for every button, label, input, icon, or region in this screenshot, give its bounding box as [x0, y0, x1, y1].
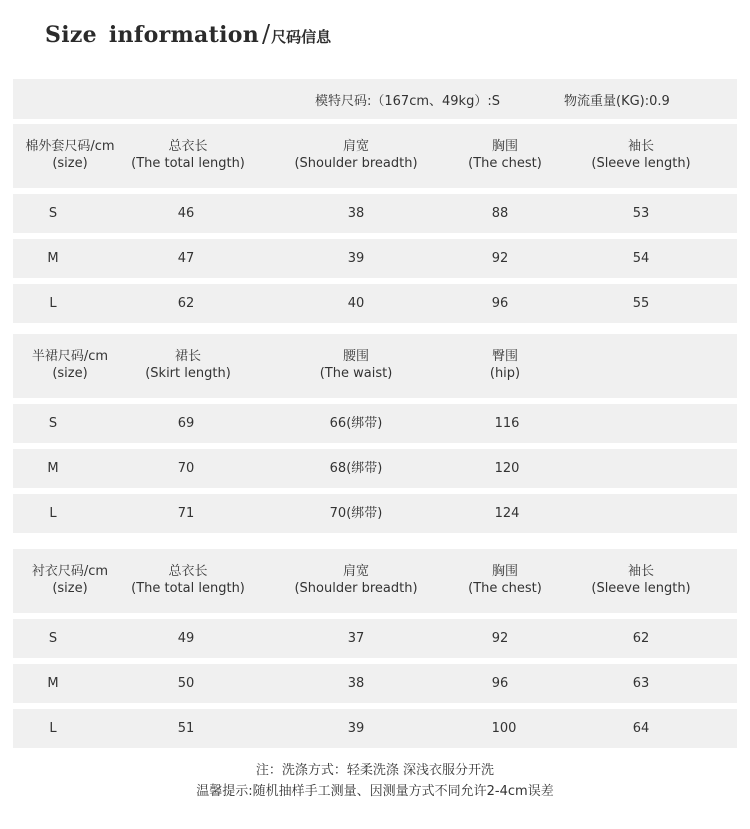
- coat-cell: 47: [177, 251, 195, 266]
- skirt-cell: 69: [177, 416, 195, 431]
- coat-cell: M: [47, 251, 59, 266]
- skirt-cell: 70: [177, 461, 195, 476]
- page-title: [45, 20, 331, 52]
- skirt-header-hip: 臀围 (hip): [489, 349, 521, 381]
- skirt-cell: L: [49, 506, 57, 521]
- skirt-cell: S: [48, 416, 58, 431]
- title-english: Size information: [45, 22, 259, 48]
- skirt-cell: 71: [177, 506, 195, 521]
- model-info: 模特尺码:（167cm、49kg）:S: [315, 94, 500, 109]
- shirt-header-shoulder: 肩宽 (Shoulder breadth): [294, 564, 418, 596]
- shirt-cell: 50: [177, 676, 195, 691]
- skirt-cell: 116: [494, 416, 520, 431]
- shirt-header-total-length: 总衣长 (The total length): [131, 564, 245, 596]
- coat-cell: 96: [491, 296, 509, 311]
- coat-cell: 39: [347, 251, 365, 266]
- coat-cell: 54: [632, 251, 650, 266]
- measurement-tip: 温馨提示:随机抽样手工测量、因测量方式不同允许2-4cm误差: [196, 784, 554, 799]
- logistics-weight: 物流重量(KG):0.9: [564, 94, 670, 109]
- coat-cell: 92: [491, 251, 509, 266]
- coat-header-total-length: 总衣长 (The total length): [131, 139, 245, 171]
- skirt-cell: 68(绑带): [329, 461, 383, 476]
- coat-cell: 46: [177, 206, 195, 221]
- shirt-cell: 64: [632, 721, 650, 736]
- coat-cell: L: [49, 296, 57, 311]
- shirt-cell: 49: [177, 631, 195, 646]
- shirt-row-band: [13, 709, 737, 748]
- coat-header-chest: 胸围 (The chest): [468, 139, 542, 171]
- shirt-cell: M: [47, 676, 59, 691]
- coat-header-sleeve: 袖长 (Sleeve length): [591, 139, 691, 171]
- coat-cell: 55: [632, 296, 650, 311]
- coat-cell: S: [48, 206, 58, 221]
- coat-cell: 40: [347, 296, 365, 311]
- coat-row-band: [13, 284, 737, 323]
- shirt-row-band: [13, 619, 737, 658]
- shirt-cell: 92: [491, 631, 509, 646]
- shirt-cell: 100: [491, 721, 517, 736]
- coat-header-shoulder: 肩宽 (Shoulder breadth): [294, 139, 418, 171]
- coat-cell: 53: [632, 206, 650, 221]
- shirt-cell: 39: [347, 721, 365, 736]
- title-slash: /: [262, 20, 271, 48]
- skirt-header-waist: 腰围 (The waist): [319, 349, 393, 381]
- shirt-cell: 38: [347, 676, 365, 691]
- shirt-header-sleeve: 袖长 (Sleeve length): [591, 564, 691, 596]
- shirt-row-band: [13, 664, 737, 703]
- shirt-header-chest: 胸围 (The chest): [468, 564, 542, 596]
- shirt-cell: 37: [347, 631, 365, 646]
- skirt-cell: 70(绑带): [329, 506, 383, 521]
- coat-cell: 38: [347, 206, 365, 221]
- skirt-header-length: 裙长 (Skirt length): [145, 349, 231, 381]
- shirt-cell: S: [48, 631, 58, 646]
- shirt-cell: 96: [491, 676, 509, 691]
- shirt-cell: 62: [632, 631, 650, 646]
- skirt-cell: 124: [494, 506, 520, 521]
- shirt-cell: 63: [632, 676, 650, 691]
- skirt-header-size: 半裙尺码/cm (size): [31, 349, 109, 381]
- skirt-cell: 66(绑带): [329, 416, 383, 431]
- wash-note: 注：洗涤方式：轻柔洗涤 深浅衣服分开洗: [255, 763, 495, 778]
- skirt-cell: M: [47, 461, 59, 476]
- coat-header-size: 棉外套尺码/cm (size): [25, 139, 115, 171]
- shirt-cell: L: [49, 721, 57, 736]
- shirt-cell: 51: [177, 721, 195, 736]
- skirt-cell: 120: [494, 461, 520, 476]
- coat-row-band: [13, 194, 737, 233]
- title-chinese: 尺码信息: [271, 28, 332, 46]
- coat-cell: 88: [491, 206, 509, 221]
- shirt-header-size: 衬衣尺码/cm (size): [31, 564, 109, 596]
- coat-cell: 62: [177, 296, 195, 311]
- coat-row-band: [13, 239, 737, 278]
